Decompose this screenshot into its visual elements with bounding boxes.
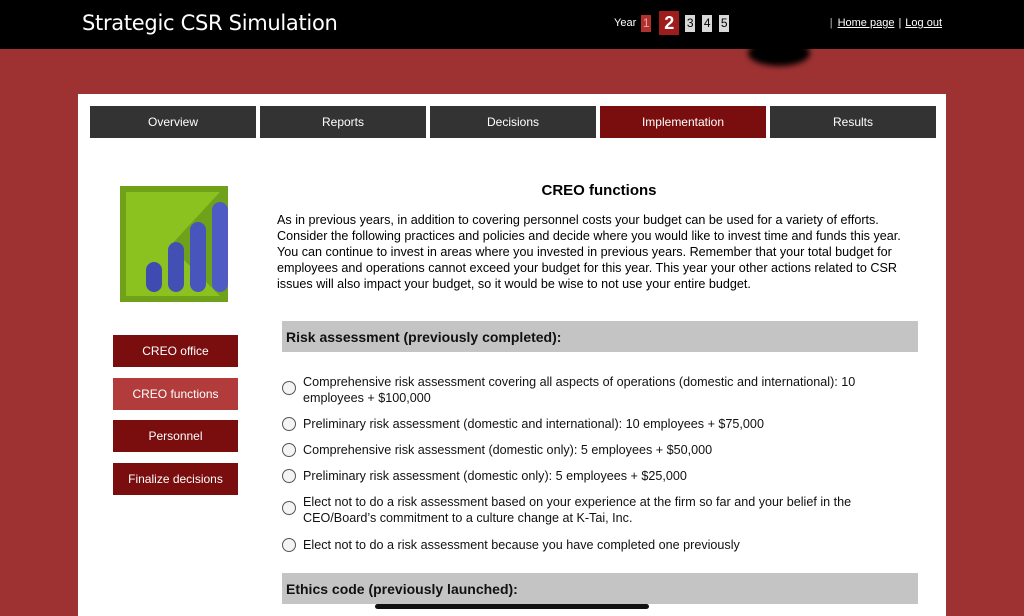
radio-button[interactable] — [282, 538, 296, 552]
home-indicator[interactable] — [375, 604, 649, 609]
risk-option-preliminary-intl[interactable] — [282, 416, 902, 432]
sidebar-item-creo-functions[interactable]: CREO functions — [113, 378, 238, 410]
sidebar-item-creo-office[interactable]: CREO office — [113, 335, 238, 367]
risk-option-preliminary-domestic[interactable] — [282, 468, 902, 484]
tab-reports[interactable]: Reports — [260, 106, 426, 138]
divider: | — [898, 17, 902, 29]
option-label: Preliminary risk assessment (domestic only): 5 employees + $25,000 — [303, 469, 687, 483]
radio-button[interactable] — [282, 469, 296, 483]
log-out-link[interactable]: Log out — [905, 17, 942, 29]
radio-button[interactable] — [282, 501, 296, 515]
year-3-button[interactable]: 3 — [686, 16, 694, 30]
year-5-button[interactable]: 5 — [720, 16, 728, 30]
intro-text: As in previous years, in addition to covering personnel costs your budget can be used for a variety of efforts. Consider the following practices and policies and decide where you would like to invest time and funds this year. You can continue to invest in areas where you invested in previous years. Remember that your total budget for employees and operations cannot exceed your budget for this year. This year your other actions related to CSR issues will also impact your budget, so it would be wise to not use your entire budget. — [277, 213, 901, 291]
risk-option-comprehensive-domestic[interactable] — [282, 442, 902, 458]
top-bar — [0, 0, 1024, 49]
tab-results[interactable]: Results — [770, 106, 936, 138]
year-selector — [614, 12, 729, 34]
year-2-current: 2 — [659, 11, 679, 35]
ethics-code-heading: Ethics code (previously launched): — [282, 573, 918, 604]
risk-option-comprehensive-intl[interactable] — [282, 374, 902, 406]
year-label: Year — [614, 17, 637, 29]
divider: | — [829, 17, 833, 29]
option-label: Elect not to do a risk assessment because you have completed one previously — [303, 538, 740, 552]
sidebar-item-personnel[interactable]: Personnel — [113, 420, 238, 452]
tab-decisions[interactable]: Decisions — [430, 106, 596, 138]
bar-chart-logo-icon — [118, 184, 230, 304]
app-title: Strategic CSR Simulation — [82, 11, 338, 35]
tab-overview[interactable]: Overview — [90, 106, 256, 138]
screen-smudge — [748, 40, 810, 66]
tab-implementation[interactable]: Implementation — [600, 106, 766, 138]
sidebar-item-finalize-decisions[interactable]: Finalize decisions — [113, 463, 238, 495]
radio-button[interactable] — [282, 381, 296, 395]
option-label: Elect not to do a risk assessment based on your experience at the firm so far and your belief in the CEO/Board’s commitment to a culture change at K-Tai, Inc. — [303, 495, 852, 525]
option-label: Comprehensive risk assessment covering all aspects of operations (domestic and international): 10 employees + $100,000 — [303, 375, 856, 405]
risk-option-elect-not-completed[interactable] — [282, 537, 902, 553]
radio-button[interactable] — [282, 443, 296, 457]
risk-assessment-heading: Risk assessment (previously completed): — [282, 321, 918, 352]
year-1-button[interactable]: 1 — [642, 16, 650, 30]
home-page-link[interactable]: Home page — [837, 17, 895, 29]
option-label: Comprehensive risk assessment (domestic only): 5 employees + $50,000 — [303, 443, 713, 457]
year-4-button[interactable]: 4 — [703, 16, 711, 30]
option-label: Preliminary risk assessment (domestic and international): 10 employees + $75,000 — [303, 417, 764, 431]
main-nav — [90, 106, 940, 138]
top-links — [830, 17, 942, 29]
risk-option-elect-not-culture[interactable] — [282, 494, 902, 526]
main-panel — [78, 94, 946, 616]
page-title: CREO functions — [541, 182, 657, 199]
radio-button[interactable] — [282, 417, 296, 431]
